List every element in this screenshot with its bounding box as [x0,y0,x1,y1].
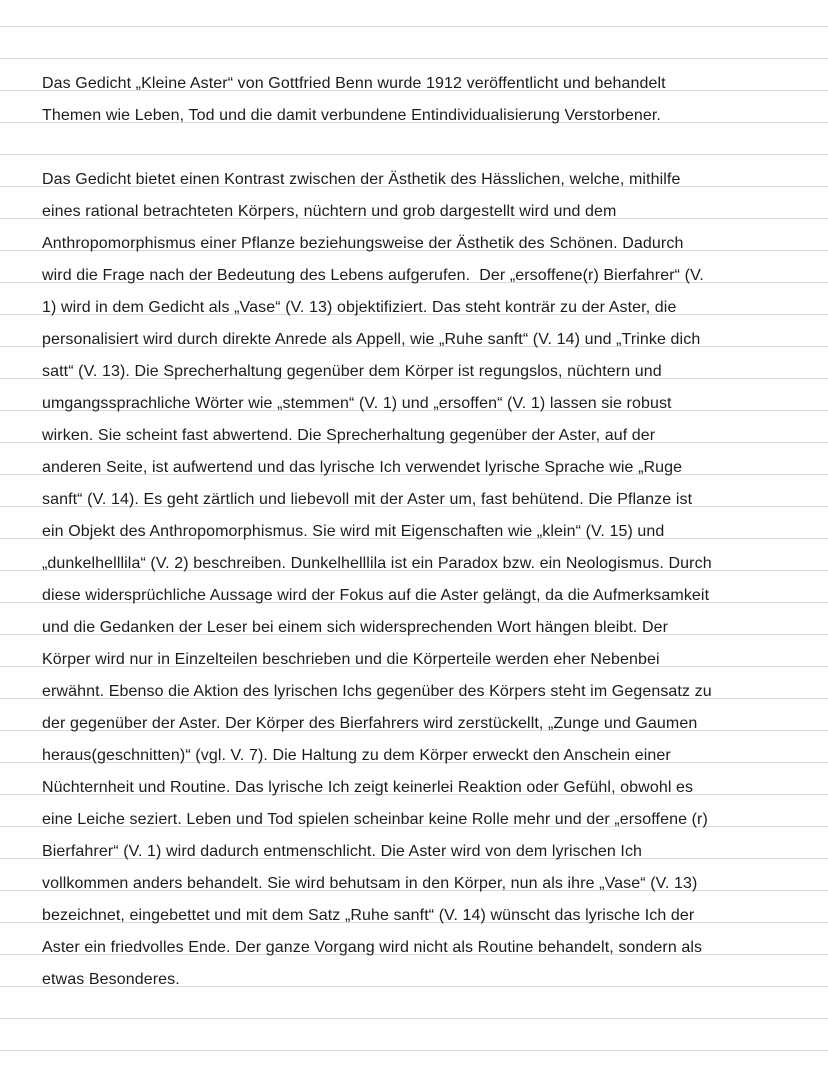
text-line: Themen wie Leben, Tod und die damit verbundene Entindividualisierung Verstorbener. [42,107,661,124]
text-line: eines rational betrachteten Körpers, nüchtern und grob dargestellt wird und dem [42,203,617,220]
text-line: „dunkelhelllila“ (V. 2) beschreiben. Dunkelhelllila ist ein Paradox bzw. ein Neologismus. Durch [42,555,712,572]
text-line: und die Gedanken der Leser bei einem sich widersprechenden Wort hängen bleibt. Der [42,619,669,636]
text-line: etwas Besonderes. [42,971,180,988]
text-line: Nüchternheit und Routine. Das lyrische Ich zeigt keinerlei Reaktion oder Gefühl, obwohl es [42,779,694,796]
text-line: bezeichnet, eingebettet und mit dem Satz „Ruhe sanft“ (V. 14) wünscht das lyrische Ich der [42,907,695,924]
text-line: heraus(geschnitten)“ (vgl. V. 7). Die Haltung zu dem Körper erweckt den Anschein einer [42,747,671,764]
text-line: Anthropomorphismus einer Pflanze beziehungsweise der Ästhetik des Schönen. Dadurch [42,235,684,252]
text-line: wirken. Sie scheint fast abwertend. Die Sprecherhaltung gegenüber der Aster, auf der [42,427,656,444]
text-line: Bierfahrer“ (V. 1) wird dadurch entmenschlicht. Die Aster wird von dem lyrischen Ich [42,843,643,860]
text-line: diese widersprüchliche Aussage wird der Fokus auf die Aster gelängt, da die Aufmerksamkeit [42,587,710,604]
text-line-blank [42,132,798,164]
text-line: ein Objekt des Anthropomorphismus. Sie wird mit Eigenschaften wie „klein“ (V. 15) und [42,523,665,540]
text-line: erwähnt. Ebenso die Aktion des lyrischen Ichs gegenüber des Körpers steht im Gegensatz zu [42,683,712,700]
text-line: anderen Seite, ist aufwertend und das lyrische Ich verwendet lyrische Sprache wie „Ruge [42,459,683,476]
text-line: Das Gedicht „Kleine Aster“ von Gottfried Benn wurde 1912 veröffentlicht und behandelt [42,75,666,92]
text-line: Aster ein friedvolles Ende. Der ganze Vorgang wird nicht als Routine behandelt, sondern als [42,939,703,956]
text-line: Körper wird nur in Einzelteilen beschrieben und die Körperteile werden eher Nebenbei [42,651,660,668]
document-body [42,68,798,996]
text-line: Das Gedicht bietet einen Kontrast zwischen der Ästhetik des Hässlichen, welche, mithilfe [42,171,681,188]
text-line: sanft“ (V. 14). Es geht zärtlich und liebevoll mit der Aster um, fast behütend. Die Pflanze ist [42,491,693,508]
text-line: satt“ (V. 13). Die Sprecherhaltung gegenüber dem Körper ist regungslos, nüchtern und [42,363,662,380]
text-line: eine Leiche seziert. Leben und Tod spielen scheinbar keine Rolle mehr und der „ersoffene (r) [42,811,708,828]
text-line: umgangssprachliche Wörter wie „stemmen“ (V. 1) und „ersoffen“ (V. 1) lassen sie robust [42,395,672,412]
text-line: 1) wird in dem Gedicht als „Vase“ (V. 13) objektifiziert. Das steht konträr zu der Aster, die [42,299,677,316]
text-line: der gegenüber der Aster. Der Körper des Bierfahrers wird zerstückellt, „Zunge und Gaumen [42,715,698,732]
text-line: vollkommen anders behandelt. Sie wird behutsam in den Körper, nun als ihre „Vase“ (V. 13) [42,875,698,892]
text-line: personalisiert wird durch direkte Anrede als Appell, wie „Ruhe sanft“ (V. 14) und „Trinke dich [42,331,701,348]
text-line: wird die Frage nach der Bedeutung des Lebens aufgerufen. Der „ersoffene(r) Bierfahrer“ (V. [42,267,704,284]
